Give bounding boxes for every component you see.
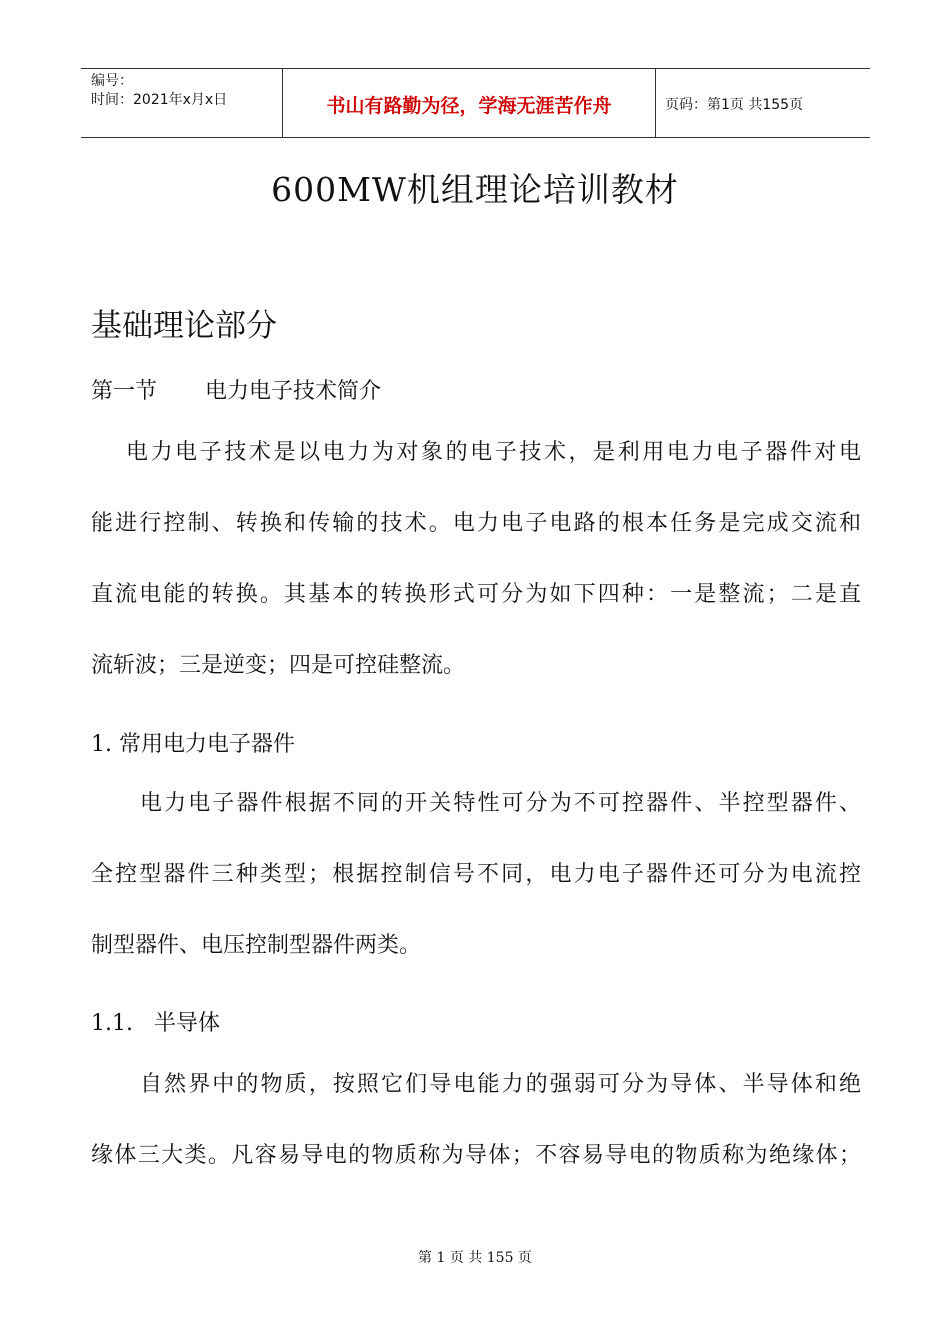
section-heading [91, 374, 381, 405]
number-label: 编号： [91, 73, 133, 89]
paragraph-line: 全控型器件三种类型；根据控制信号不同，电力电子器件还可分为电流控 [91, 862, 861, 887]
header-meta [81, 69, 282, 137]
document-title: 600MW机组理论培训教材 [271, 170, 679, 209]
paragraph-line: 自然界中的物质，按照它们导电能力的强弱可分为导体、半导体和绝 [140, 1072, 861, 1097]
devices-paragraph [91, 787, 861, 1000]
section-number: 第一节 [91, 379, 158, 404]
paragraph-line: 电力电子技术是以电力为对象的电子技术，是利用电力电子器件对电 [126, 440, 861, 465]
part-title: 基础理论部分 [91, 308, 277, 344]
header-motto: 书山有路勤为径，学海无涯苦作舟 [282, 69, 656, 137]
subsection-heading-1-1: 1.1. 半导体 [91, 1011, 220, 1036]
paragraph-line: 电力电子器件根据不同的开关特性可分为不可控器件、半控型器件、 [140, 791, 861, 816]
paragraph-line: 流斩波；三是逆变；四是可控硅整流。 [91, 653, 466, 678]
document-header [81, 68, 870, 138]
paragraph-line: 制型器件、电压控制型器件两类。 [91, 933, 422, 958]
section-title: 电力电子技术简介 [205, 379, 382, 404]
header-page-info: 页码：第1页 共155页 [665, 97, 804, 113]
semiconductor-paragraph [91, 1068, 861, 1210]
page-footer: 第 1 页 共 155 页 [418, 1250, 532, 1266]
intro-paragraph [91, 436, 861, 720]
paragraph-line: 能进行控制、转换和传输的技术。电力电子电路的根本任务是完成交流和 [91, 511, 861, 536]
paragraph-line: 直流电能的转换。其基本的转换形式可分为如下四种：一是整流；二是直 [91, 582, 861, 607]
paragraph-line: 缘体三大类。凡容易导电的物质称为导体；不容易导电的物质称为绝缘体； [91, 1143, 861, 1168]
subsection-heading-1: 1. 常用电力电子器件 [91, 732, 295, 757]
date-label: 时间：2021年x月x日 [91, 92, 228, 108]
